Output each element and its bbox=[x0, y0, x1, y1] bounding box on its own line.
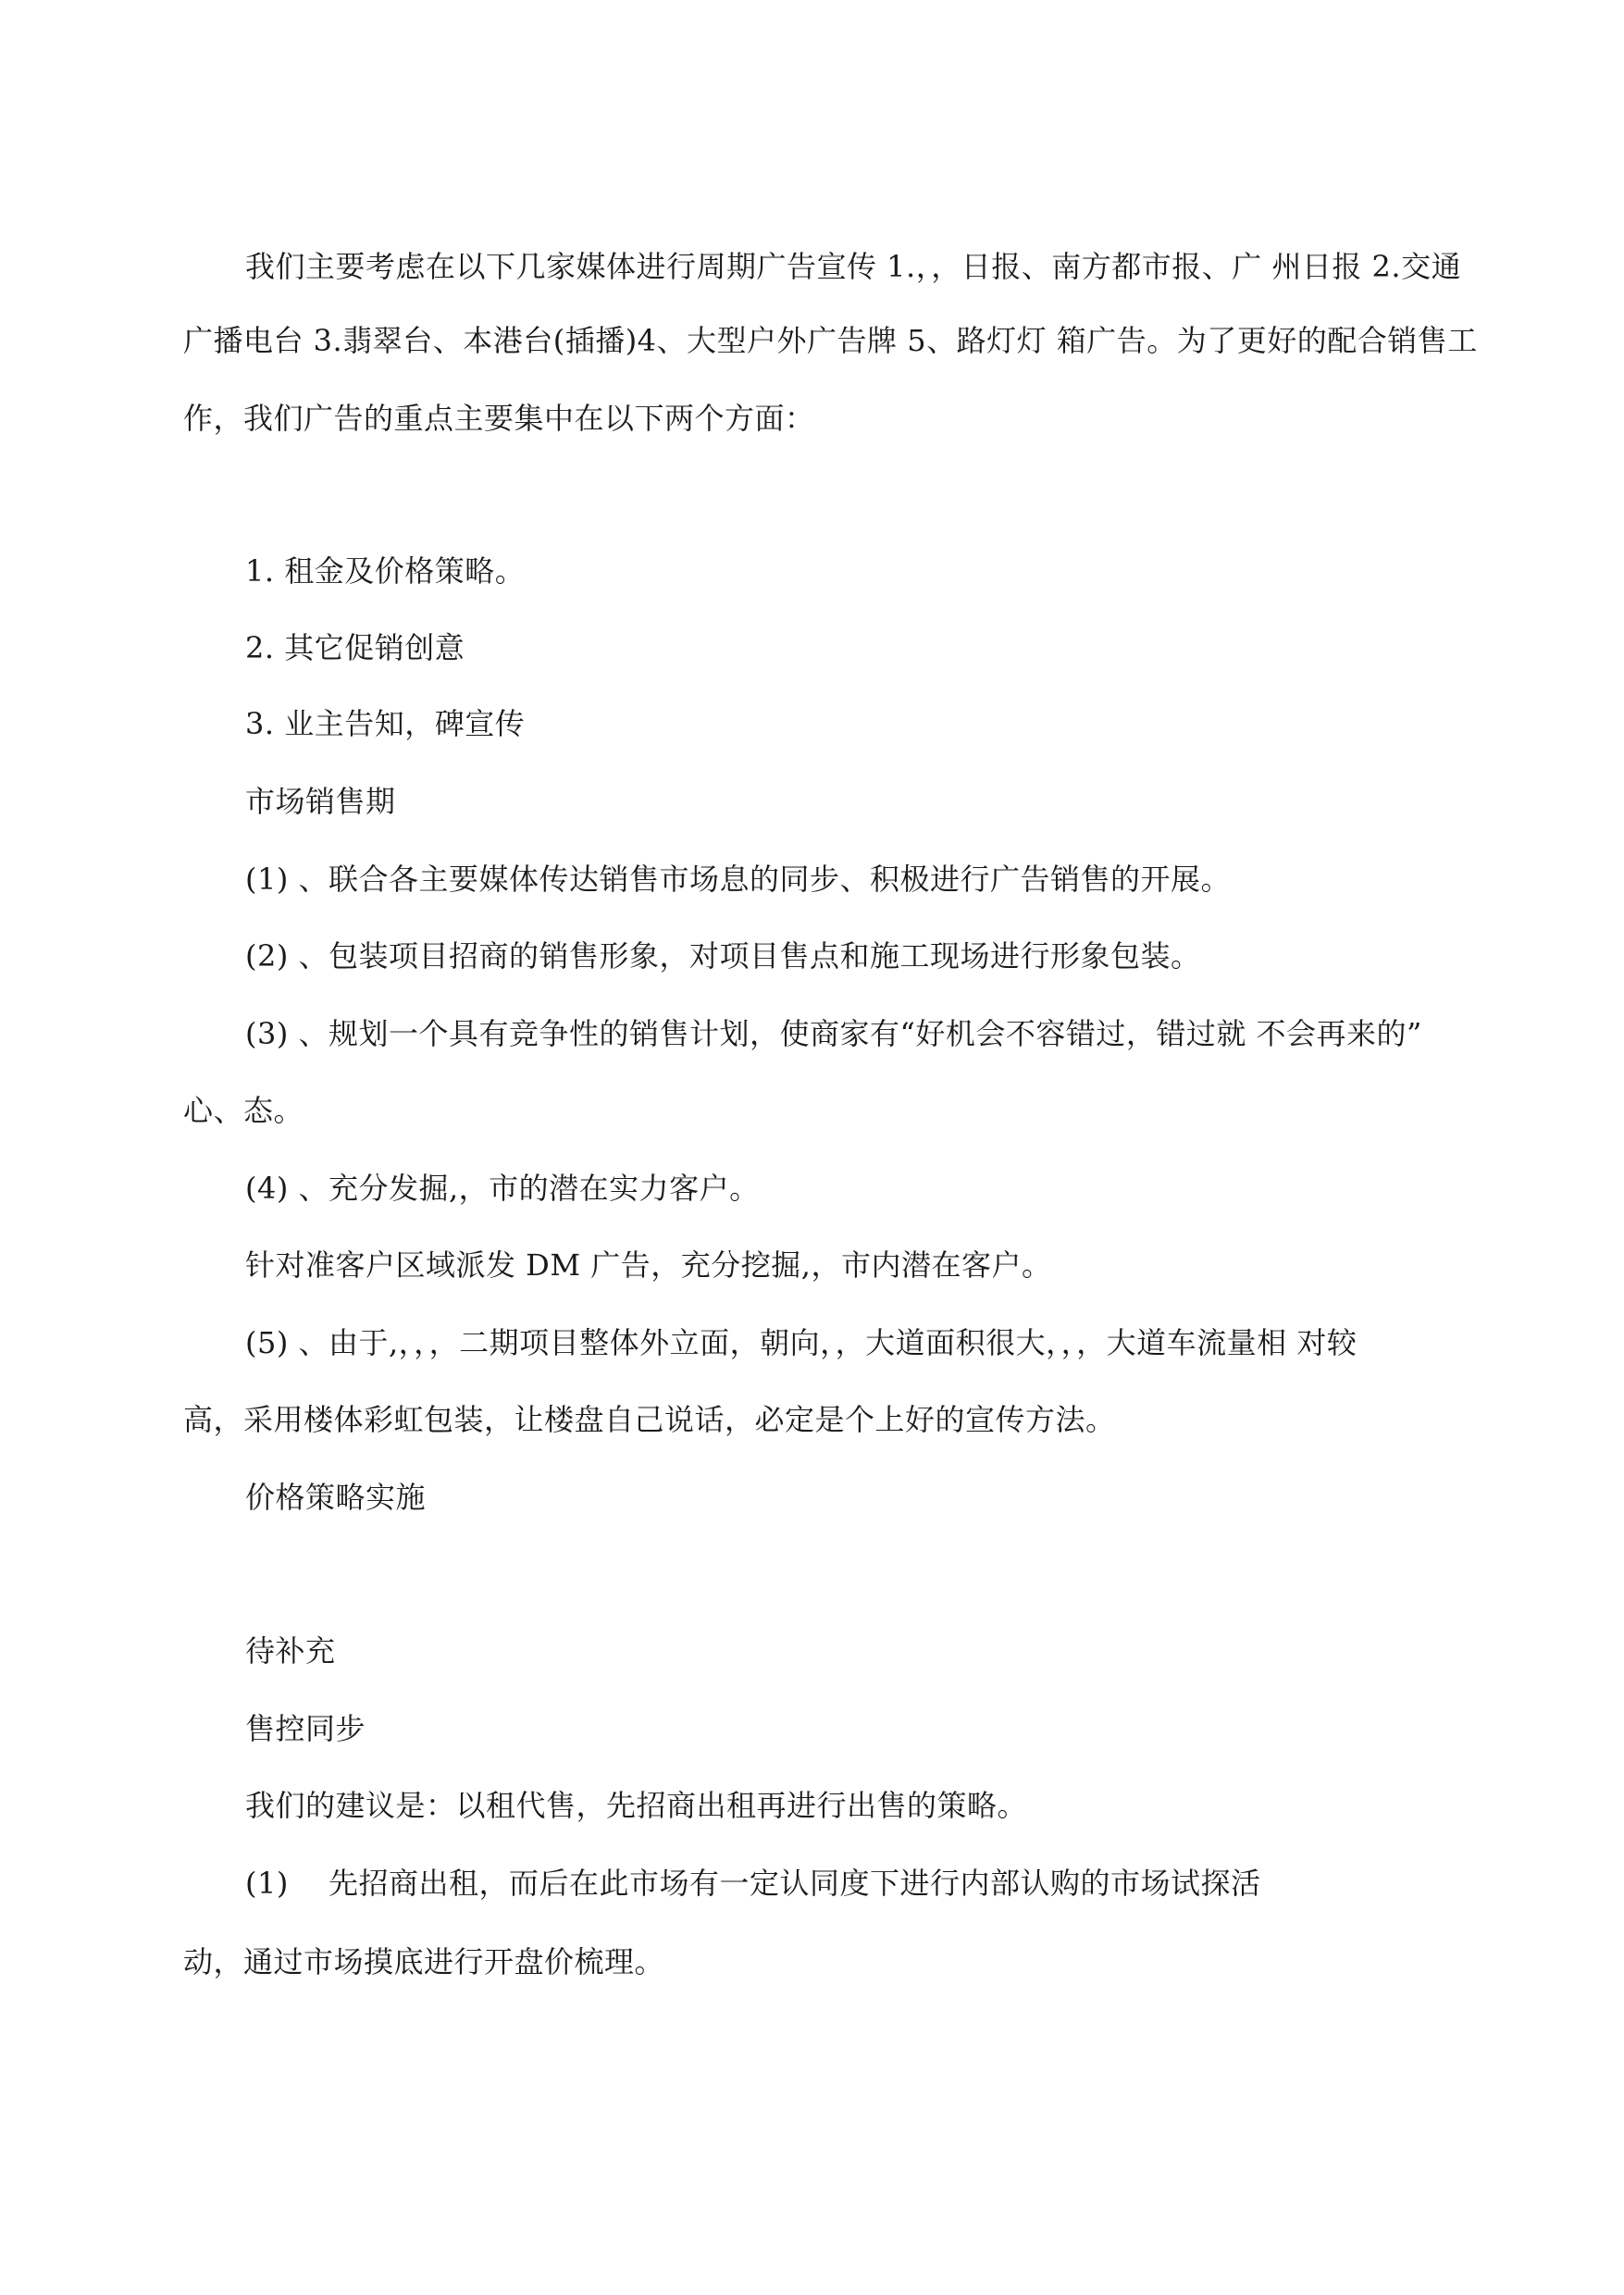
section-heading-price-strategy: 价格策略实施 bbox=[245, 1480, 427, 1515]
section-heading-sales-control: 售控同步 bbox=[245, 1711, 366, 1746]
to-be-added-note: 待补充 bbox=[245, 1633, 336, 1669]
sales-item-5-line-2: 高，采用楼体彩虹包装，让楼盘自己说话，必定是个上好的宣传方法。 bbox=[183, 1402, 1116, 1437]
sales-item-3-line-2: 心、态。 bbox=[183, 1093, 304, 1128]
sales-item-4: (4) 、充分发掘,，市的潜在实力客户。 bbox=[245, 1171, 760, 1206]
sales-item-2: (2) 、包装项目招商的销售形象，对项目售点和施工现场进行形象包装。 bbox=[245, 938, 1201, 974]
paragraph-1-line-1: 我们主要考虑在以下几家媒体进行周期广告宣传 1.，，日报、南方都市报、广 州日报 2.交通 bbox=[245, 249, 1462, 284]
sub-item-1-text: 先招商出租，而后在此市场有一定认同度下进行内部认购的市场试探活 bbox=[329, 1866, 1261, 1901]
dm-advert-line: 针对准客户区域派发 DM 广告，充分挖掘,，市内潜在客户。 bbox=[245, 1247, 1052, 1283]
sales-item-5-line-1: (5) 、由于,，，，二期项目整体外立面，朝向，，大道面积很大，，，大道车流量相 对较 bbox=[245, 1325, 1357, 1360]
sub-item-1-label: (1) bbox=[245, 1866, 289, 1901]
paragraph-1-line-3: 作，我们广告的重点主要集中在以下两个方面： bbox=[183, 401, 815, 436]
sales-item-1: (1) 、联合各主要媒体传达销售市场息的同步、积极进行广告销售的开展。 bbox=[245, 862, 1232, 897]
paragraph-1-line-2: 广播电台 3.翡翠台、本港台(插播)4、大型户外广告牌 5、路灯灯 箱广告。为了更好的配合销售工 bbox=[183, 323, 1478, 358]
sales-item-3-line-1: (3) 、规划一个具有竞争性的销售计划，使商家有“好机会不容错过，错过就 不会再来的” bbox=[245, 1016, 1422, 1051]
list-item-1: 1. 租金及价格策略。 bbox=[245, 553, 526, 589]
sub-item-1-line-1 bbox=[245, 1865, 1504, 1902]
list-item-3: 3. 业主告知，碑宣传 bbox=[245, 706, 526, 741]
sub-item-1-line-2: 动，通过市场摸底进行开盘价梳理。 bbox=[183, 1944, 665, 1979]
suggestion-line: 我们的建议是：以租代售，先招商出租再进行出售的策略。 bbox=[245, 1788, 1028, 1823]
section-heading-sales-period: 市场销售期 bbox=[245, 784, 396, 819]
list-item-2: 2. 其它促销创意 bbox=[245, 630, 465, 665]
